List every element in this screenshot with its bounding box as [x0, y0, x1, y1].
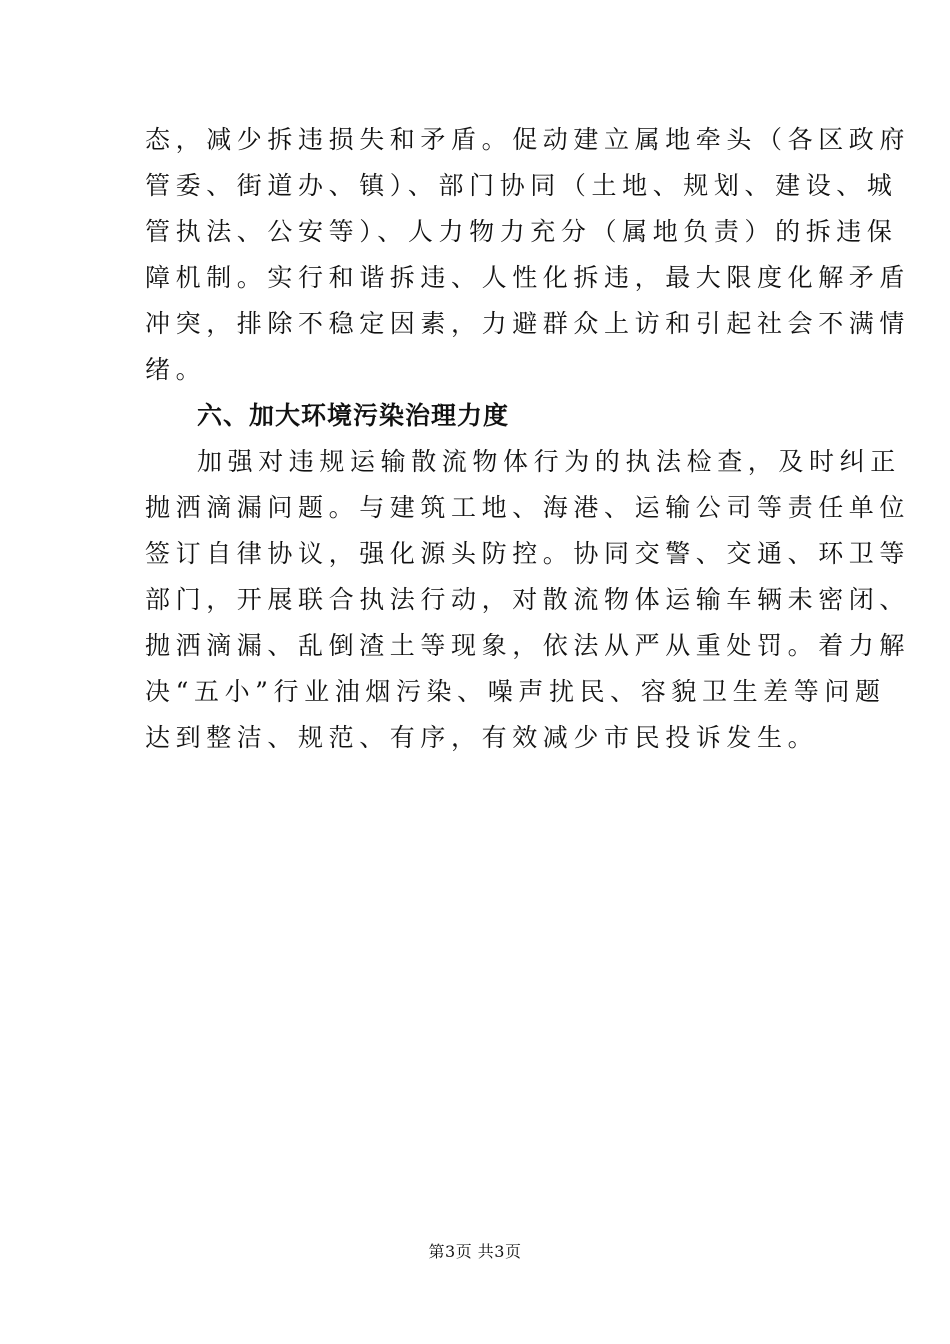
paragraph-line: 抛洒滴漏问题。与建筑工地、海港、运输公司等责任单位: [145, 493, 911, 522]
paragraph-line: 障机制。实行和谐拆违、人性化拆违，最大限度化解矛盾: [145, 263, 911, 292]
paragraph-line: 抛洒滴漏、乱倒渣土等现象，依法从严从重处罚。着力解: [145, 631, 911, 660]
paragraph-line: 部门，开展联合执法行动，对散流物体运输车辆未密闭、: [145, 585, 911, 614]
paragraph-line: 管执法、公安等）、人力物力充分（属地负责）的拆违保: [145, 217, 898, 246]
paragraph-2: [145, 439, 911, 761]
paragraph-line: 签订自律协议，强化源头防控。协同交警、交通、环卫等: [145, 539, 911, 568]
paragraph-line: 管委、街道办、镇）、部门协同（土地、规划、建设、城: [145, 171, 898, 200]
paragraph-line: 冲突，排除不稳定因素，力避群众上访和引起社会不满情: [145, 309, 911, 338]
section-heading: 六、加大环境污染治理力度: [197, 401, 510, 430]
paragraph-line: 加强对违规运输散流物体行为的执法检查，及时纠正: [197, 447, 901, 476]
paragraph-line: 绪。: [145, 355, 207, 384]
page-number-footer: 第3页 共3页: [428, 1242, 522, 1261]
paragraph-1: [145, 117, 911, 393]
document-body: [145, 117, 911, 761]
paragraph-line: 态，减少拆违损失和矛盾。促动建立属地牵头（各区政府: [145, 125, 911, 154]
paragraph-line: 达到整洁、规范、有序，有效减少市民投诉发生。: [145, 723, 819, 752]
paragraph-line: 决“五小”行业油烟污染、噪声扰民、容貌卫生差等问题: [145, 677, 886, 706]
